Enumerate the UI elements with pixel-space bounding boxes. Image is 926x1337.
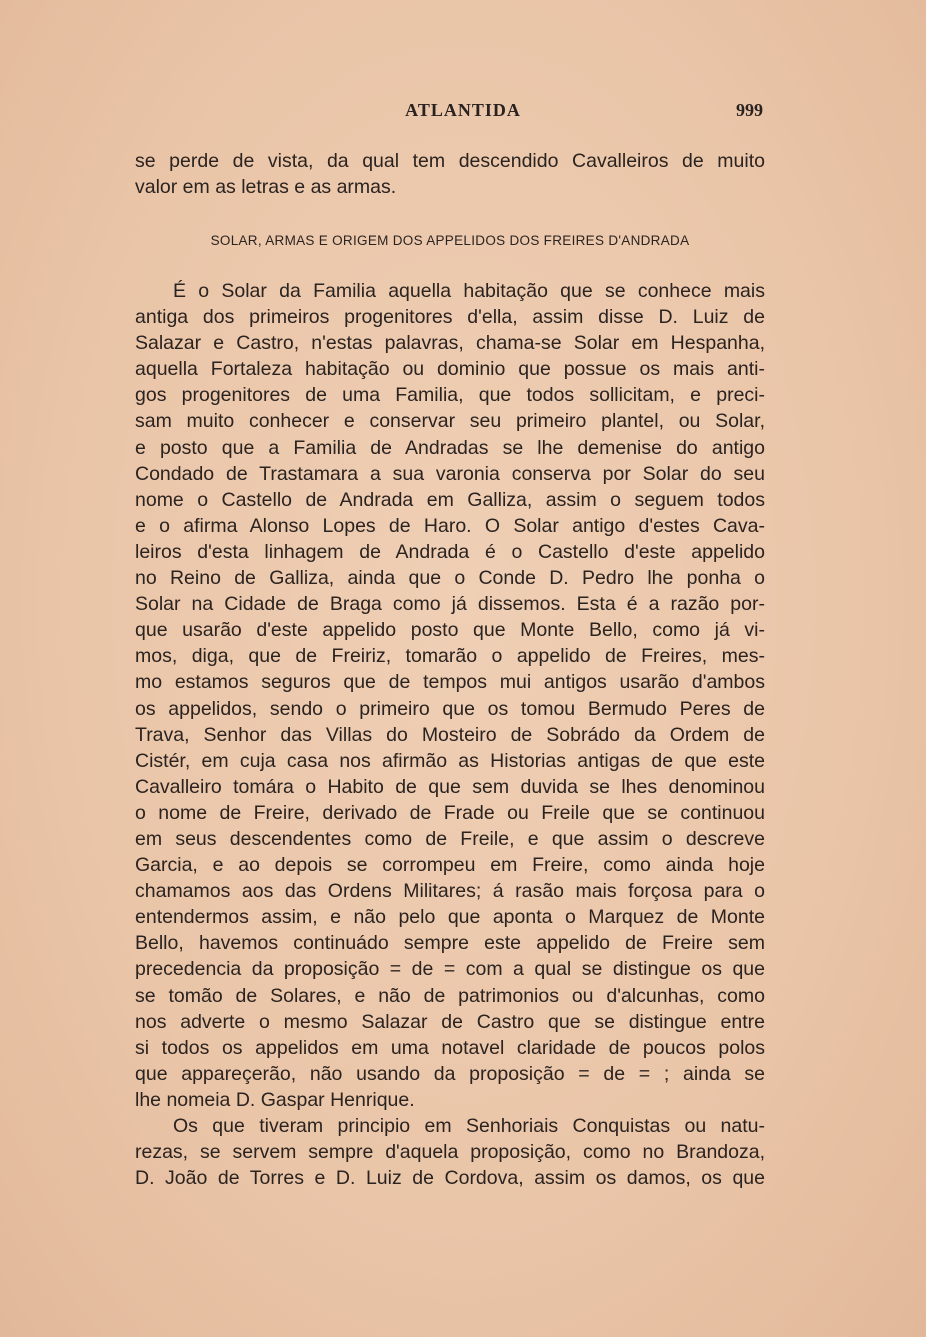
- text-line: Salazar e Castro, n'estas palavras, chama-se Solar em Hespanha,: [135, 332, 765, 355]
- text-line: Garcia, e ao depois se corrompeu em Freire, como ainda hoje: [135, 854, 765, 877]
- text-line: rezas, se servem sempre d'aquela proposição, como no Brandoza,: [135, 1141, 765, 1164]
- text-line: que appareçerão, não usando da proposição = de = ; ainda se: [135, 1062, 765, 1085]
- text-line: que usarão d'este appelido posto que Monte Bello, como já vi-: [135, 619, 765, 642]
- text-line: os appelidos, sendo o primeiro que os tomou Bermudo Peres de: [135, 697, 765, 720]
- text-line: D. João de Torres e D. Luiz de Cordova, assim os damos, os que: [135, 1167, 765, 1190]
- text-line: mo estamos seguros que de tempos mui antigos usarão d'ambos: [135, 671, 765, 694]
- text-line: nome o Castello de Andrada em Galliza, assim o seguem todos: [135, 488, 765, 511]
- text-line: o nome de Freire, derivado de Frade ou Freile que se continuou: [135, 801, 765, 824]
- text-line: e o afirma Alonso Lopes de Haro. O Solar antigo d'estes Cava-: [135, 514, 765, 537]
- text-line: lhe nomeia D. Gaspar Henrique.: [135, 1088, 415, 1111]
- text-line: e posto que a Familia de Andradas se lhe demenise do antigo: [135, 436, 765, 459]
- text-line: si todos os appelidos em uma notavel claridade de poucos polos: [135, 1036, 765, 1059]
- text-line: no Reino de Galliza, ainda que o Conde D. Pedro lhe ponha o: [135, 567, 765, 590]
- text-line: gos progenitores de uma Familia, que todos sollicitam, e preci-: [135, 384, 765, 407]
- text-line: Trava, Senhor das Villas do Mosteiro de Sobrádo da Ordem de: [135, 723, 765, 746]
- page-header: [0, 100, 926, 124]
- text-line: mos, diga, que de Freiriz, tomarão o appelido de Freires, mes-: [135, 645, 765, 668]
- text-line: Cavalleiro tomára o Habito de que sem duvida se lhes denominou: [135, 775, 765, 798]
- text-line: sam muito conhecer e conservar seu primeiro plantel, ou Solar,: [135, 410, 765, 433]
- text-line: Condado de Trastamara a sua varonia conserva por Solar do seu: [135, 462, 765, 485]
- text-line: Cistér, em cuja casa nos afirmão as Historias antigas de que este: [135, 749, 765, 772]
- opening-text: [135, 148, 765, 200]
- text-line: se tomão de Solares, e não de patrimonios ou d'alcunhas, como: [135, 984, 765, 1007]
- text-line: Solar na Cidade de Braga como já dissemos. Esta é a razão por-: [135, 593, 765, 616]
- text-line: antiga dos primeiros progenitores d'ella, assim disse D. Luiz de: [135, 306, 765, 329]
- page-number: 999: [736, 100, 763, 120]
- text-line: leiros d'esta linhagem de Andrada é o Castello d'este appelido: [135, 540, 765, 563]
- text-line: aquella Fortaleza habitação ou dominio que possue os mais anti-: [135, 358, 765, 381]
- text-line: Bello, havemos continuádo sempre este appelido de Freire sem: [135, 932, 765, 955]
- main-paragraph: [135, 278, 765, 1191]
- text-line: Os que tiveram principio em Senhoriais Conquistas ou natu-: [173, 1115, 765, 1137]
- text-line: chamamos aos das Ordens Militares; á rasão mais forçosa para o: [135, 880, 765, 903]
- text-line: valor em as letras e as armas.: [135, 176, 397, 199]
- text-line: se perde de vista, da qual tem descendido Cavalleiros de muito: [135, 150, 765, 172]
- section-heading: SOLAR, ARMAS E ORIGEM DOS APPELIDOS DOS FREIRES D'ANDRADA: [210, 233, 690, 248]
- text-line: em seus descendentes como de Freile, e que assim o descreve: [135, 827, 765, 850]
- text-line: É o Solar da Familia aquella habitação que se conhece mais: [173, 280, 765, 302]
- running-title: ATLANTIDA: [405, 100, 521, 120]
- text-line: nos adverte o mesmo Salazar de Castro que se distingue entre: [135, 1010, 765, 1033]
- text-line: entendermos assim, e não pelo que aponta o Marquez de Monte: [135, 906, 765, 929]
- text-line: precedencia da proposição = de = com a qual se distingue os que: [135, 958, 765, 981]
